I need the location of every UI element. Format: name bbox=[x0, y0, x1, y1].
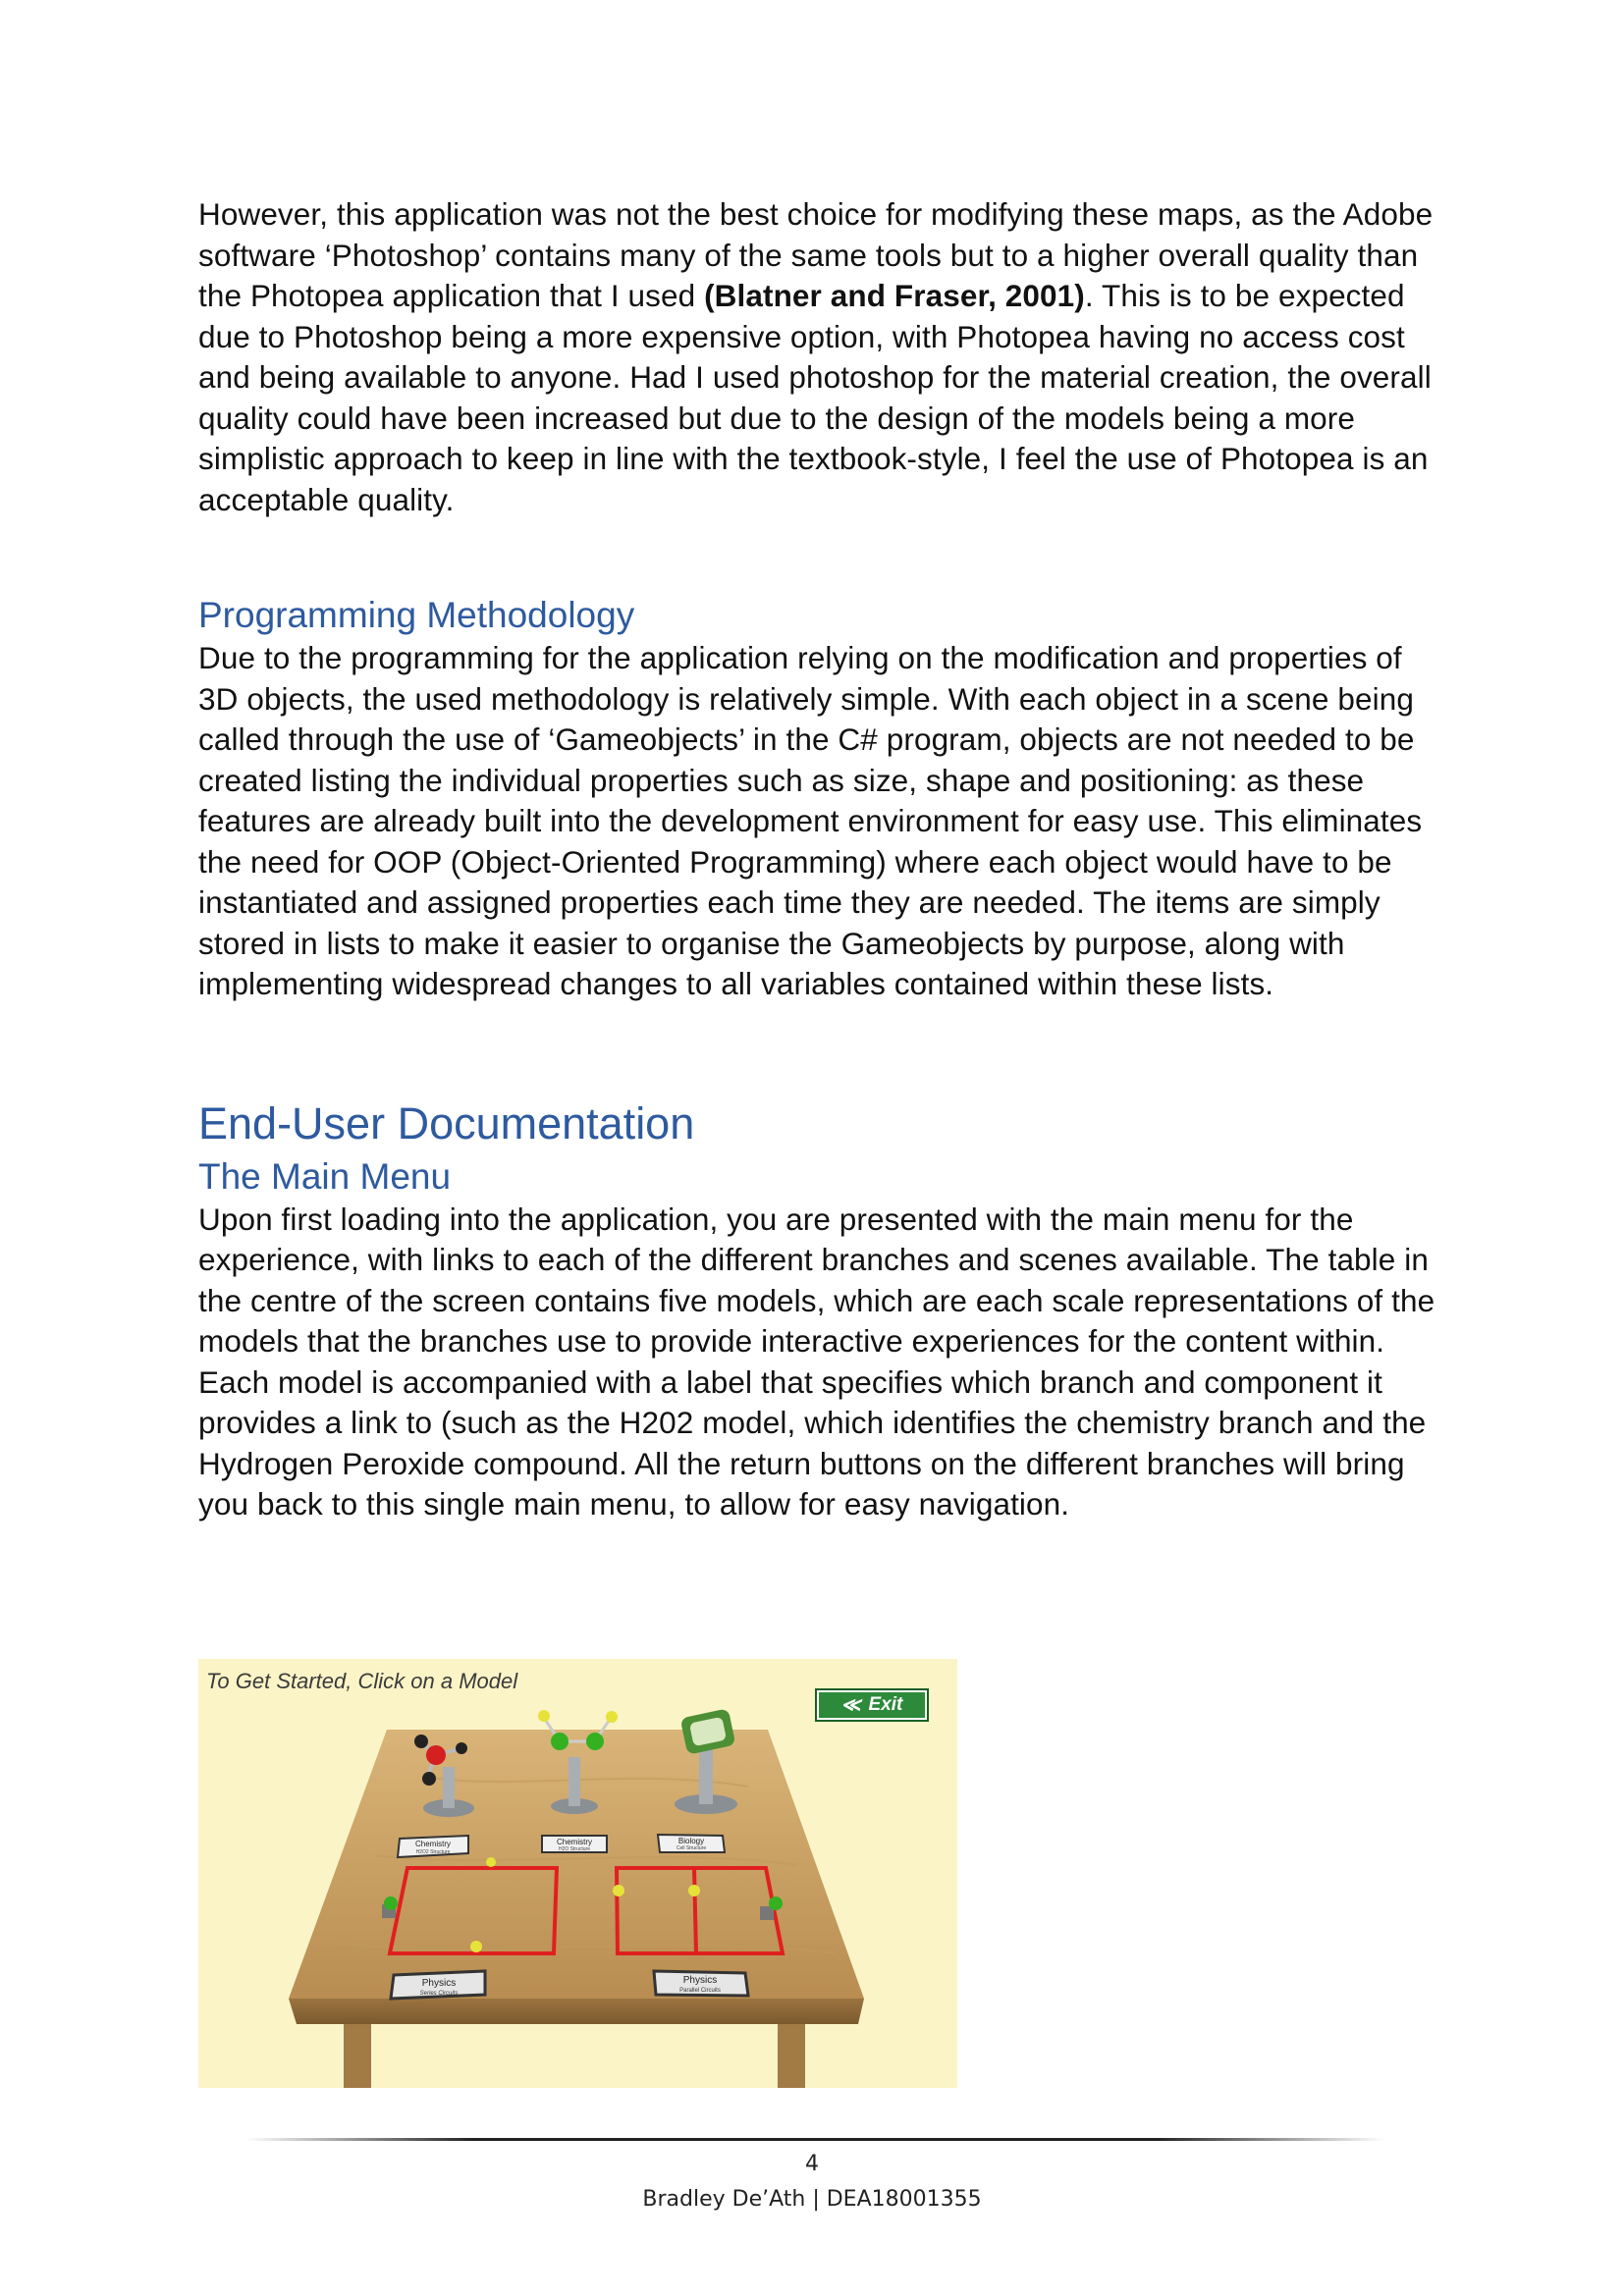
double-chevron-left-icon: ≪ bbox=[840, 1694, 861, 1716]
label-title: Biology bbox=[677, 1837, 705, 1845]
main-menu-heading: The Main Menu bbox=[198, 1155, 452, 1197]
label-sub: Parallel Circuits bbox=[679, 1988, 721, 1994]
page-content bbox=[198, 194, 1445, 1525]
intro-text-cont: . This is to be expected due to Photoshop being a more expensive option, with Photopea having no access cost and being available to anyone. Had I used photoshop for the material creation, the overall quality could have been increased but due to the design of the models being a more simplistic approach to keep in line with the textbook-style, I feel the use of Photopea is an acceptable quality. bbox=[198, 278, 1432, 517]
label-physics-series[interactable] bbox=[391, 1971, 485, 1999]
page-number: 4 bbox=[805, 2152, 819, 2176]
table-edge bbox=[289, 1999, 864, 2024]
main-menu-paragraph: Upon first loading into the application, you are presented with the main menu for the experience, with links to each of the different branches and scenes available. The table in the centre of the screen contains five models, which are each scale representations of the models that the branches use to provide interactive experiences for the content within. Each model is accompanied with a label that specifies which branch and component it provides a link to (such as the H202 model, which identifies the chemistry branch and the Hydrogen Peroxide compound. All the return buttons on the different branches will bring you back to this single main menu, to allow for easy navigation. bbox=[198, 1201, 1435, 1522]
label-sub: Series Circuits bbox=[419, 1991, 459, 1997]
end-user-heading: End-User Documentation bbox=[198, 1097, 695, 1148]
programming-heading: Programming Methodology bbox=[198, 595, 635, 635]
programming-paragraph: Due to the programming for the application relying on the modification and properties of 3D objects, the used methodology is relatively simple. With each object in a scene being called through the use of ‘Gameobjects’ in the C# program, objects are not needed to be created listing the individual properties such as size, shape and positioning: as these features are already built into the development environment for easy use. This eliminates the need for OOP (Object-Oriented Programming) where each object would have to be instantiated and assigned properties each time they are needed. The items are simply stored in lists to make it easier to organise the Gameobjects by purpose, along with implementing widespread changes to all variables contained within these lists. bbox=[198, 640, 1423, 1001]
footer-divider bbox=[245, 2138, 1384, 2141]
footer-author: Bradley De’Ath | DEA18001355 bbox=[642, 2187, 982, 2212]
label-biology-cell[interactable] bbox=[658, 1835, 725, 1852]
label-chemistry-h2o[interactable] bbox=[542, 1836, 607, 1852]
exit-button[interactable] bbox=[817, 1690, 927, 1720]
label-sub: Cell Structure bbox=[676, 1845, 707, 1851]
table-leg bbox=[778, 2022, 805, 2088]
label-title: Physics bbox=[421, 1978, 457, 1989]
intro-text: However, this application was not the best choice for modifying these maps, as the Adobe software ‘Photoshop’ contains many of the same tools but to a higher overall quality than the Photopea application that I used bbox=[198, 196, 1434, 313]
main-menu-screenshot bbox=[198, 1659, 957, 2088]
figure-caption: To Get Started, Click on a Model bbox=[206, 1669, 518, 1693]
label-chemistry-h2o2[interactable] bbox=[398, 1836, 468, 1857]
label-title: Chemistry bbox=[414, 1840, 452, 1848]
intro-paragraph bbox=[198, 194, 1445, 520]
label-sub: H2O Structure bbox=[559, 1846, 590, 1852]
exit-label: Exit bbox=[868, 1694, 903, 1715]
label-title: Physics bbox=[682, 1975, 718, 1986]
label-sub: H2O2 Structure bbox=[415, 1849, 451, 1855]
label-title: Chemistry bbox=[556, 1838, 593, 1846]
table-scene bbox=[198, 1659, 957, 2088]
table-leg bbox=[344, 2022, 371, 2088]
citation: (Blatner and Fraser, 2001) bbox=[704, 278, 1085, 313]
label-physics-parallel[interactable] bbox=[654, 1971, 748, 1996]
